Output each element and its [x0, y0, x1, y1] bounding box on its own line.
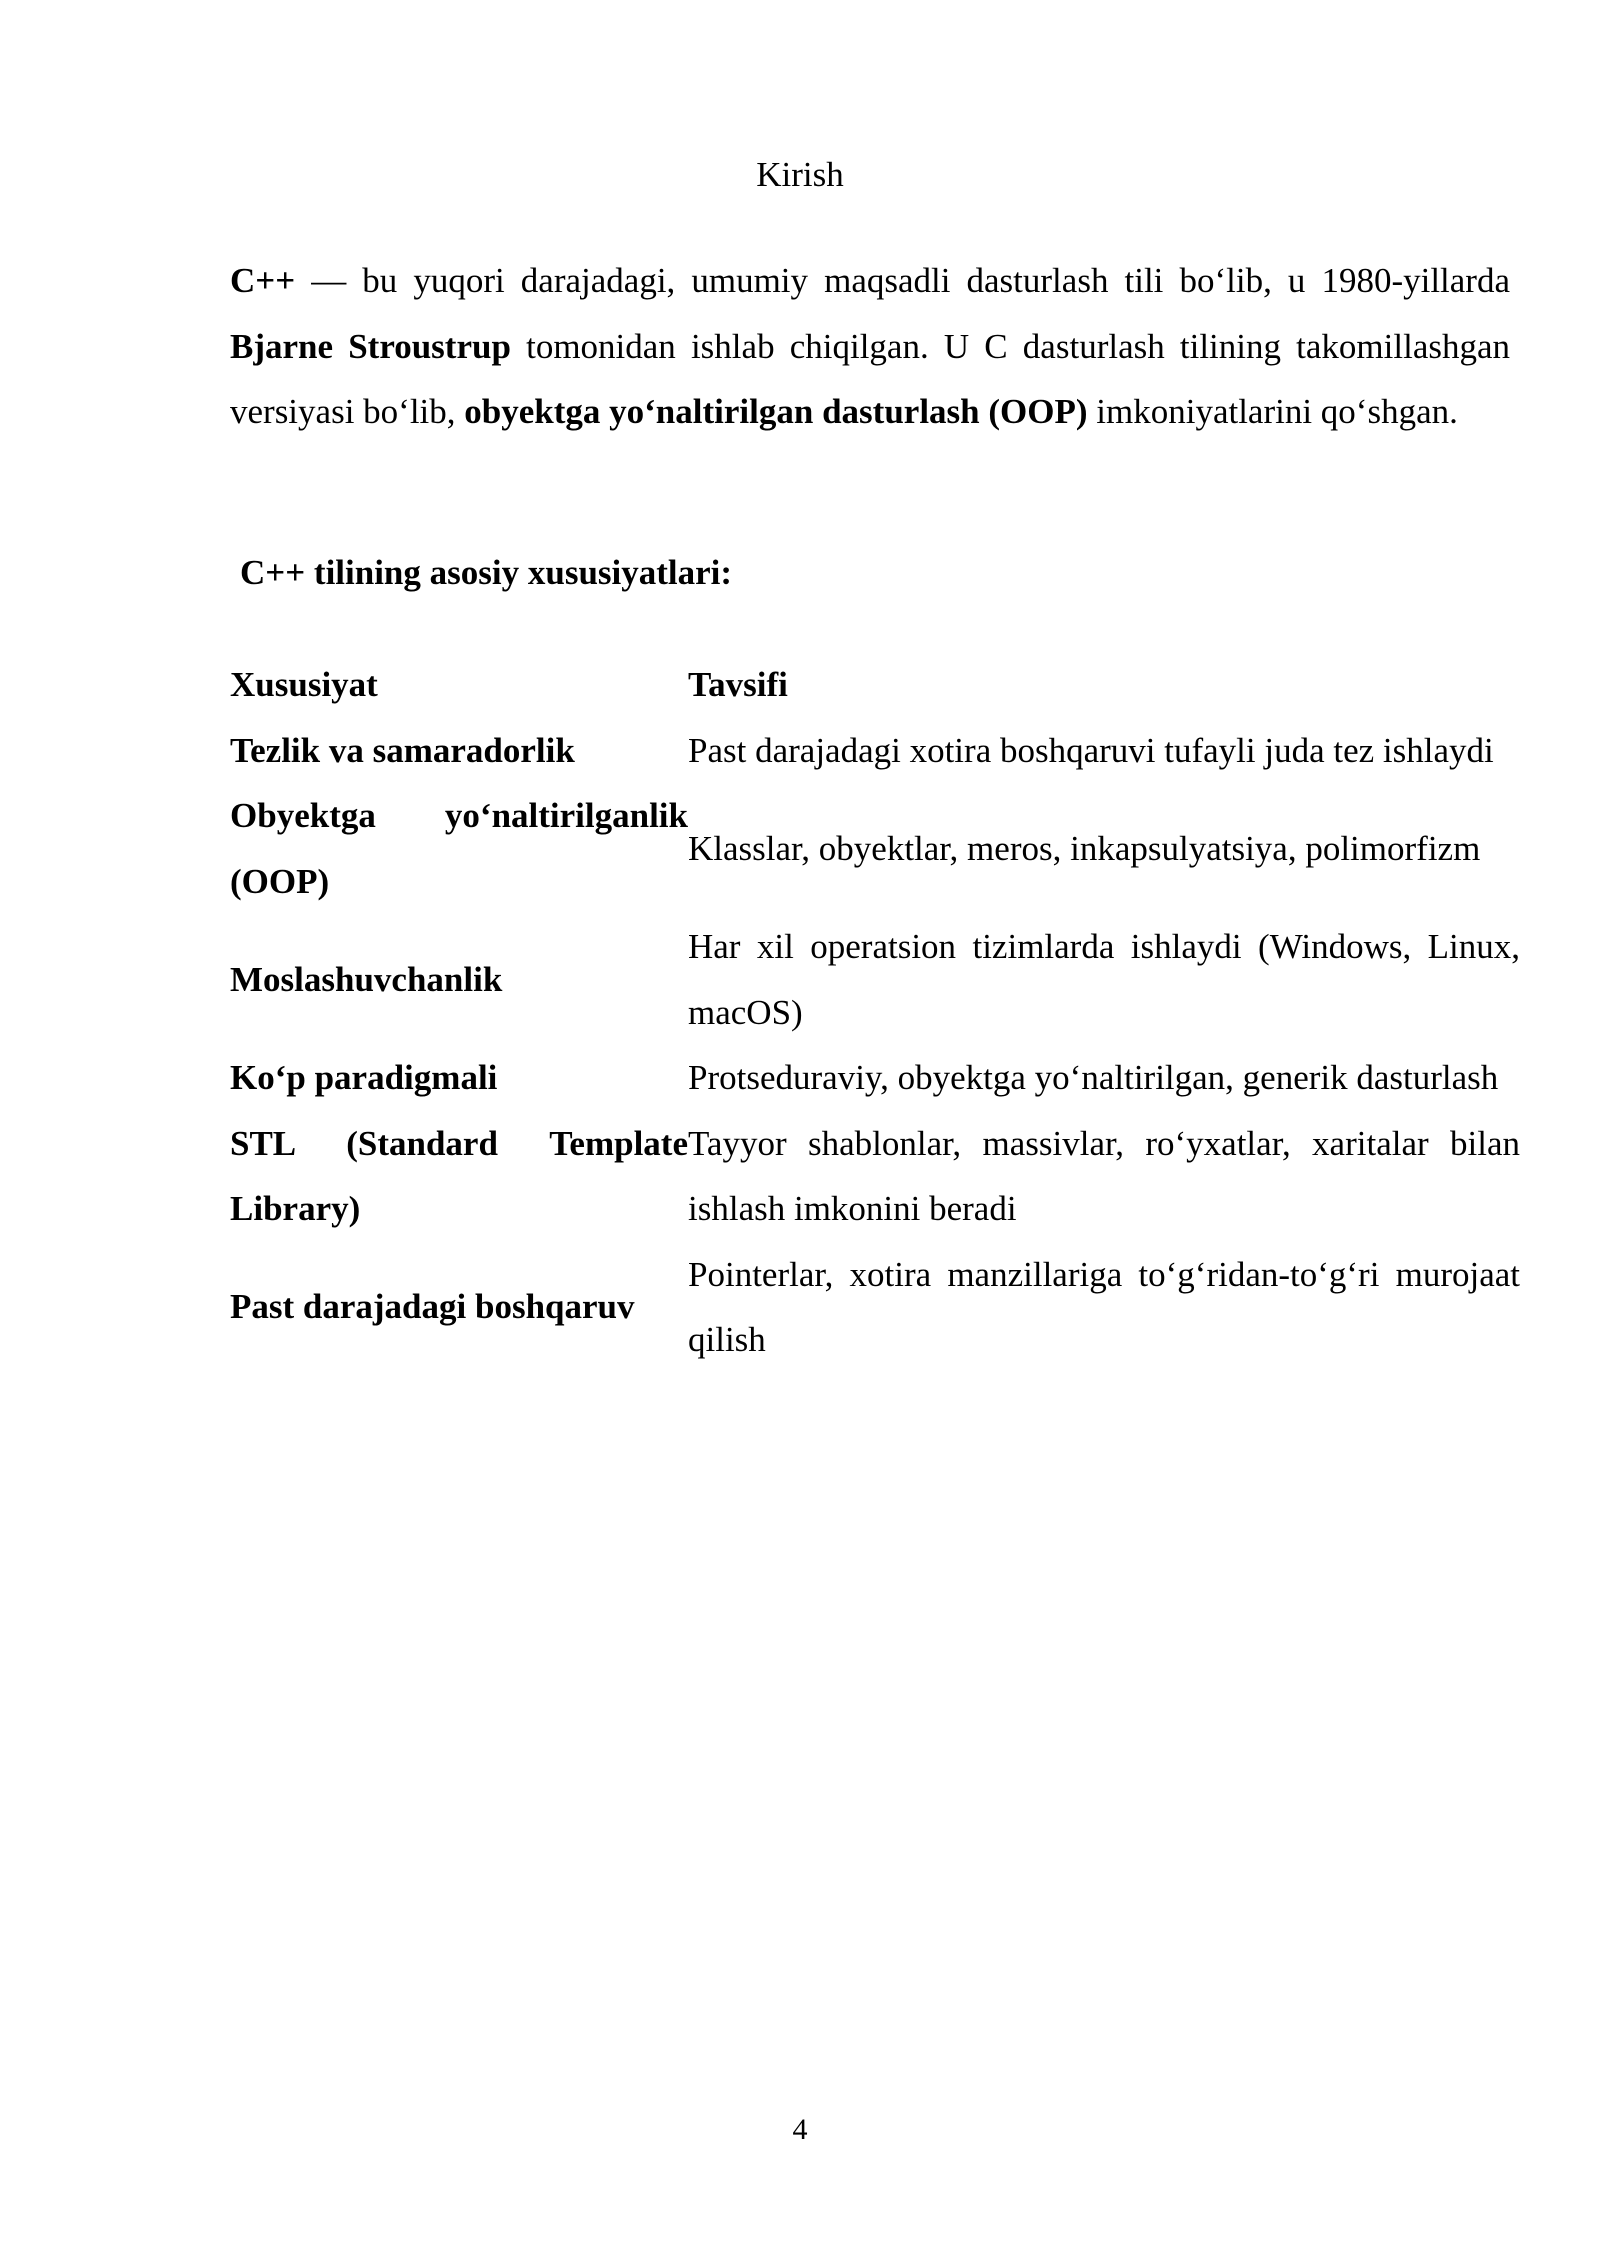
page-title: Kirish — [756, 155, 844, 194]
table-header-description: Tavsifi — [688, 665, 788, 704]
table-cell-description: Klasslar, obyektlar, meros, inkapsulyatsiya, polimorfizm — [688, 828, 1481, 868]
table-cell-description: Tayyor shablonlar, massivlar, ro‘yxatlar, xaritalar bilan ishlash imkonini beradi — [688, 1123, 1520, 1228]
table-row — [230, 783, 1520, 914]
table-cell-feature: Tezlik va samaradorlik — [230, 730, 575, 770]
table-cell-feature: Past darajadagi boshqaruv — [230, 1287, 635, 1327]
section-subheading: C++ tilining asosiy xususiyatlari: — [240, 553, 733, 592]
intro-paragraph — [230, 248, 1510, 445]
page-number: 4 — [792, 2113, 808, 2146]
table-header-feature: Xususiyat — [230, 665, 378, 704]
table-cell-feature: Moslashuvchanlik — [230, 959, 503, 999]
intro-text-1: — bu yuqori darajadagi, umumiy maqsadli dasturlash tili bo‘lib, u 1980-yillarda — [295, 261, 1510, 300]
intro-text-2: tomonidan ishlab chiqilgan. U C dasturlash tilining takomillashgan versiyasi bo‘lib, — [230, 326, 1511, 431]
table-header-row — [230, 652, 1520, 718]
table-row — [230, 718, 1520, 784]
table-cell-feature: STL (Standard Template Library) — [230, 1123, 688, 1228]
intro-text-3: imkoniyatlarini qo‘shgan. — [1087, 392, 1458, 431]
intro-term-cpp: C++ — [230, 261, 296, 300]
table-row — [230, 1242, 1520, 1373]
table-row — [230, 1045, 1520, 1111]
table-cell-description: Protseduraviy, obyektga yo‘naltirilgan, generik dasturlash — [688, 1058, 1499, 1097]
features-table — [230, 652, 1520, 1373]
table-cell-description: Har xil operatsion tizimlarda ishlaydi (Windows, Linux, macOS) — [688, 927, 1520, 1032]
intro-term-author: Bjarne Stroustrup — [230, 326, 511, 366]
table-cell-description: Past darajadagi xotira boshqaruvi tufayli juda tez ishlaydi — [688, 730, 1494, 770]
intro-term-oop: obyektga yo‘naltirilgan dasturlash (OOP) — [464, 392, 1088, 431]
table-cell-description: Pointerlar, xotira manzillariga to‘g‘ridan-to‘g‘ri murojaat qilish — [688, 1254, 1520, 1359]
table-cell-feature: Obyektga yo‘naltirilganlik (OOP) — [230, 796, 688, 901]
table-row — [230, 914, 1520, 1045]
table-cell-feature: Ko‘p paradigmali — [230, 1058, 498, 1097]
table-row — [230, 1111, 1520, 1242]
